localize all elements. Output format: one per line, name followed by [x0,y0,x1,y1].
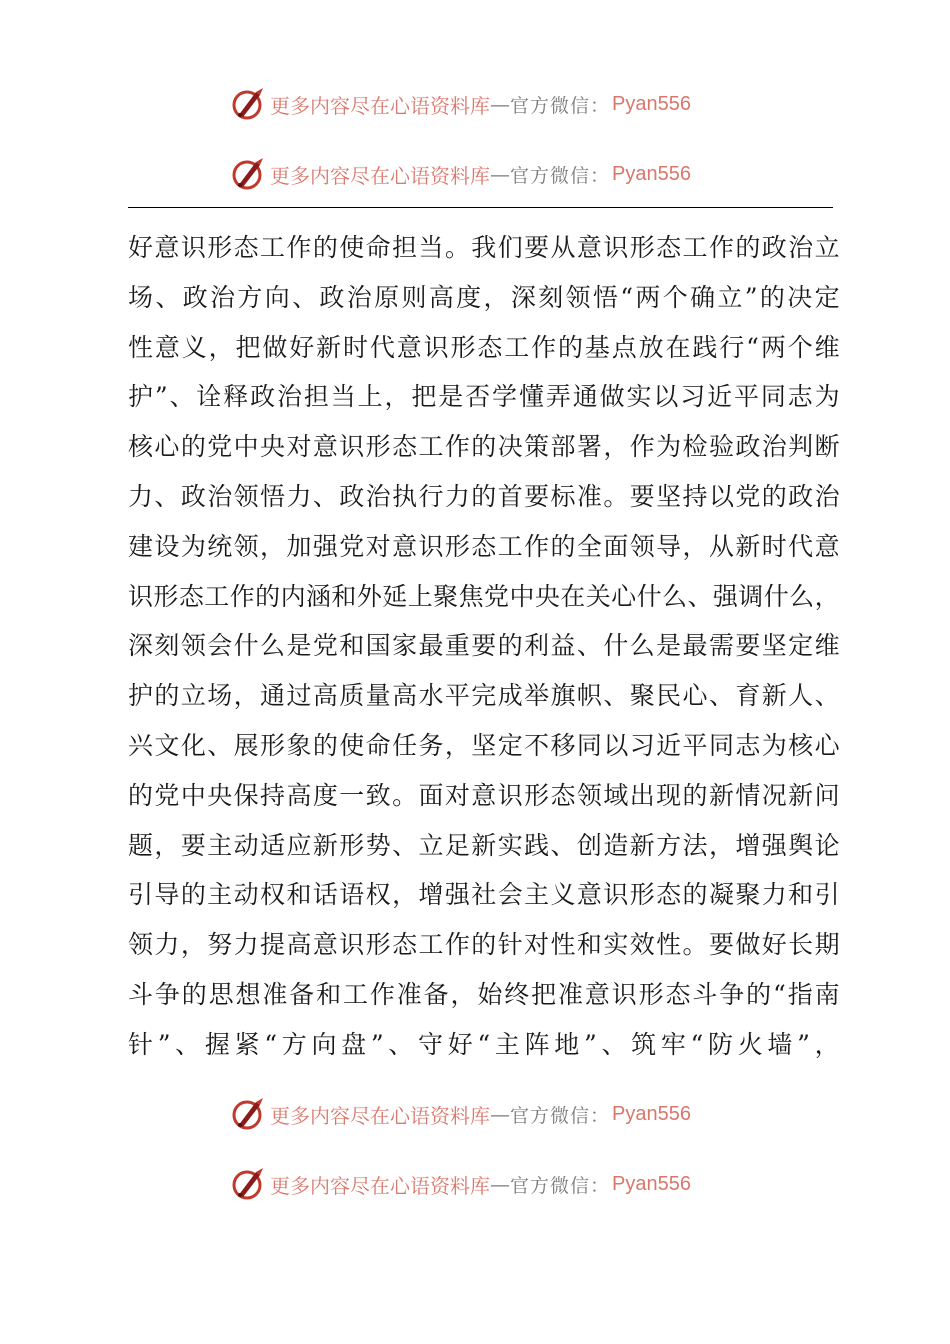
text-line: 护的立场，通过高质量高水平完成举旗帜、聚民心、育新人、 [128,681,840,711]
text-line: 针”、握紧“方向盘”、守好“主阵地”、筑牢“防火墙”， [128,1029,840,1059]
watermark-dash: — [490,162,510,186]
text-line: 兴文化、展形象的使命任务，坚定不移同以习近平同志为核心 [128,730,840,760]
watermark-wechat-id: Pyan556 [612,1172,691,1195]
watermark-dash: — [490,1102,510,1126]
text-line: 好意识形态工作的使命担当。我们要从意识形态工作的政治立 [128,233,840,262]
watermark-brand-text: 更多内容尽在心语资料库 [270,163,490,188]
watermark-wechat-id: Pyan556 [612,92,691,115]
footer-watermark-2 [230,1166,691,1202]
text-line: 场、政治方向、政治原则高度，深刻领悟“两个确立”的决定 [128,282,840,312]
watermark-label: 官方微信： [510,164,611,187]
text-line: 领力，努力提高意识形态工作的针对性和实效性。要做好长期 [128,930,840,960]
watermark-label: 官方微信： [510,1104,611,1127]
header-divider [128,207,833,208]
text-line: 建设为统领，加强党对意识形态工作的全面领导，从新时代意 [128,531,840,561]
watermark-brand-text: 更多内容尽在心语资料库 [270,1173,490,1198]
text-line: 的党中央保持高度一致。面对意识形态领域出现的新情况新问 [128,780,840,810]
header-watermark-2 [230,156,691,192]
text-line: 护”、诠释政治担当上，把是否学懂弄通做实以习近平同志为 [128,382,840,412]
quill-pen-logo-icon [230,86,266,122]
watermark-label: 官方微信： [510,94,611,117]
quill-pen-logo-icon [230,156,266,192]
watermark-wechat-id: Pyan556 [612,162,691,185]
quill-pen-logo-icon [230,1166,266,1202]
quill-pen-logo-icon [230,1096,266,1132]
header-watermark-1 [230,86,691,122]
watermark-label: 官方微信： [510,1174,611,1197]
watermark-dash: — [490,92,510,116]
watermark-brand-text: 更多内容尽在心语资料库 [270,1103,490,1128]
text-line: 性意义，把做好新时代意识形态工作的基点放在践行“两个维 [128,332,840,362]
text-line: 力、政治领悟力、政治执行力的首要标准。要坚持以党的政治 [128,481,840,511]
footer-watermark-1 [230,1096,691,1132]
text-line: 题，要主动适应新形势、立足新实践、创造新方法，增强舆论 [128,830,840,860]
text-line: 深刻领会什么是党和国家最重要的利益、什么是最需要坚定维 [128,631,840,661]
document-body [128,223,840,1070]
text-line: 引导的主动权和话语权，增强社会主义意识形态的凝聚力和引 [128,880,840,910]
text-line: 识形态工作的内涵和外延上聚焦党中央在关心什么、强调什么， [128,581,840,611]
watermark-wechat-id: Pyan556 [612,1102,691,1125]
watermark-dash: — [490,1172,510,1196]
watermark-brand-text: 更多内容尽在心语资料库 [270,93,490,118]
text-line: 核心的党中央对意识形态工作的决策部署，作为检验政治判断 [128,432,840,462]
text-line: 斗争的思想准备和工作准备，始终把准意识形态斗争的“指南 [128,979,840,1009]
